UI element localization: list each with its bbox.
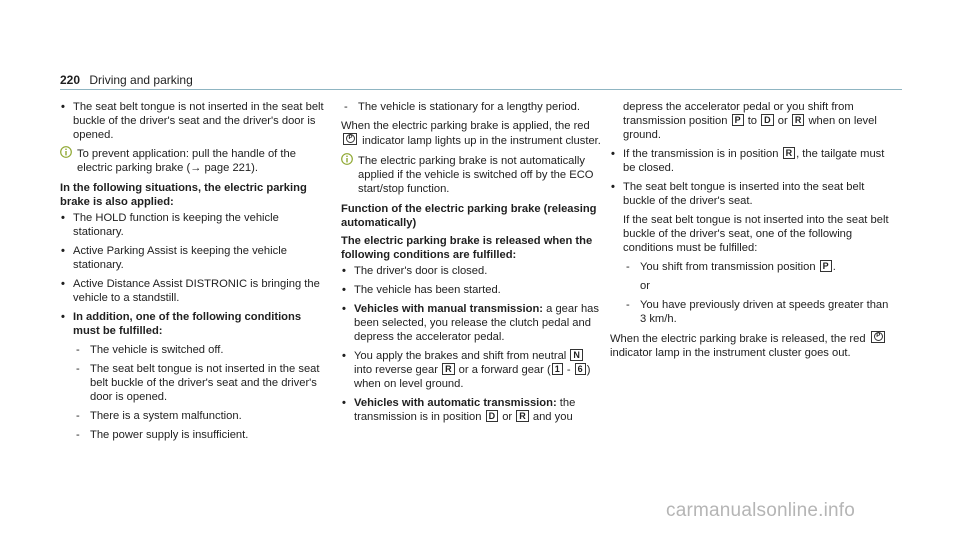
item-label: Vehicles with automatic transmission:	[354, 397, 557, 409]
section-heading: Function of the electric parking brake (releasing automatically)	[341, 203, 597, 229]
list-item: • The HOLD function is keeping the vehicle stationary.	[60, 211, 330, 239]
gear-d-key: D	[761, 114, 774, 126]
list-item: • Active Distance Assist DISTRONIC is bringing the vehicle to a standstill.	[60, 277, 330, 305]
dash-item: - The seat belt tongue is not inserted in the seat belt buckle of the driver's seat and the driver's door is opened.	[73, 362, 330, 404]
gear-n-key: N	[570, 349, 583, 361]
or-text: or	[640, 280, 650, 292]
column-1	[60, 100, 330, 447]
parking-brake-lamp-icon	[343, 133, 357, 145]
item-text: and you	[532, 411, 573, 423]
dash-item: - You have previously driven at speeds greater than 3 km/h.	[623, 298, 890, 326]
item-text: , the tailgate must be closed.	[623, 148, 885, 174]
watermark: carmanualsonline.info	[666, 500, 856, 521]
dash-item: - The power supply is insufficient.	[73, 428, 330, 442]
page-number: 220	[60, 73, 81, 87]
paragraph-text: indicator lamp in the instrument cluster goes out.	[610, 347, 851, 359]
paragraph: If the seat belt tongue is not inserted into the seat belt buckle of the driver's seat, one of the following conditions must be fulfilled:	[623, 214, 889, 254]
item-text: You apply the brakes and shift from neutral	[354, 350, 567, 362]
item-text: a gear has been selected, you release the clutch pedal and depress the accelerator pedal.	[354, 303, 599, 343]
item-text: You shift from transmission position	[640, 261, 816, 273]
subheading: In the following situations, the electric parking brake is also applied:	[60, 182, 307, 208]
item-text: into reverse gear	[354, 364, 438, 376]
note-text: To prevent application: pull the handle of the electric parking brake (→ page 221).	[77, 148, 296, 174]
paragraph	[341, 119, 601, 148]
parking-brake-lamp-icon	[871, 331, 885, 343]
dash-item: - The vehicle is stationary for a lengthy period.	[341, 100, 601, 114]
paragraph	[623, 100, 890, 142]
item-text: If the transmission is in position	[623, 148, 779, 160]
paragraph-text: depress the accelerator pedal or you shift from transmission position	[623, 101, 854, 127]
info-icon	[60, 146, 72, 158]
paragraph-text: When the electric parking brake is released, the red	[610, 333, 866, 345]
info-icon	[341, 153, 353, 165]
gear-6-key: 6	[575, 363, 586, 375]
paragraph-text: or	[777, 115, 788, 127]
list-item: • The driver's door is closed.	[341, 264, 601, 278]
paragraph-text: When the electric parking brake is applied, the red	[341, 120, 590, 132]
paragraph	[610, 331, 890, 360]
item-text: ) when on level ground.	[354, 364, 591, 390]
item-text: or	[502, 411, 513, 423]
list-item	[341, 302, 601, 344]
gear-p-key: P	[732, 114, 744, 126]
header-divider	[60, 89, 902, 90]
dash-item: - There is a system malfunction.	[73, 409, 330, 423]
item-text: or a forward gear (	[458, 364, 551, 376]
dash-item: - The vehicle is switched off.	[73, 343, 330, 357]
dash-item: - You shift from transmission position P .	[623, 260, 890, 274]
paragraph-text: to	[747, 115, 758, 127]
gear-1-key: 1	[552, 363, 563, 375]
note	[60, 147, 330, 175]
gear-p-key: P	[820, 260, 832, 272]
list-item	[610, 147, 890, 175]
column-3	[610, 100, 890, 366]
column-2	[341, 100, 601, 429]
item-label: Vehicles with manual transmission:	[354, 303, 544, 315]
subheading: The electric parking brake is released when the following conditions are fulfilled:	[341, 235, 593, 261]
gear-r-key: R	[442, 363, 455, 375]
gear-d-key: D	[486, 410, 499, 422]
list-item: • In addition, one of the following conditions must be fulfilled:	[60, 310, 330, 338]
page-header	[60, 73, 193, 87]
gear-r-key: R	[792, 114, 805, 126]
list-item: • Active Parking Assist is keeping the vehicle stationary.	[60, 244, 330, 272]
list-item: • The vehicle has been started.	[341, 283, 601, 297]
gear-r-key: R	[783, 147, 796, 159]
item-text: -	[563, 364, 574, 376]
list-item: • The seat belt tongue is inserted into the seat belt buckle of the driver's seat.	[610, 180, 890, 208]
item-text: the transmission is in position	[354, 397, 576, 423]
list-item: • The seat belt tongue is not inserted in the seat belt buckle of the driver's seat and the driver's door is opened.	[60, 100, 330, 142]
list-item	[341, 349, 601, 391]
paragraph-text: when on level ground.	[623, 115, 877, 141]
note	[341, 154, 601, 196]
list-item	[341, 396, 601, 424]
gear-r-key: R	[516, 410, 529, 422]
section-title: Driving and parking	[89, 73, 193, 87]
paragraph-text: indicator lamp lights up in the instrument cluster.	[362, 135, 601, 147]
note-text: The electric parking brake is not automatically applied if the vehicle is switched off by the ECO start/stop function.	[358, 155, 594, 195]
